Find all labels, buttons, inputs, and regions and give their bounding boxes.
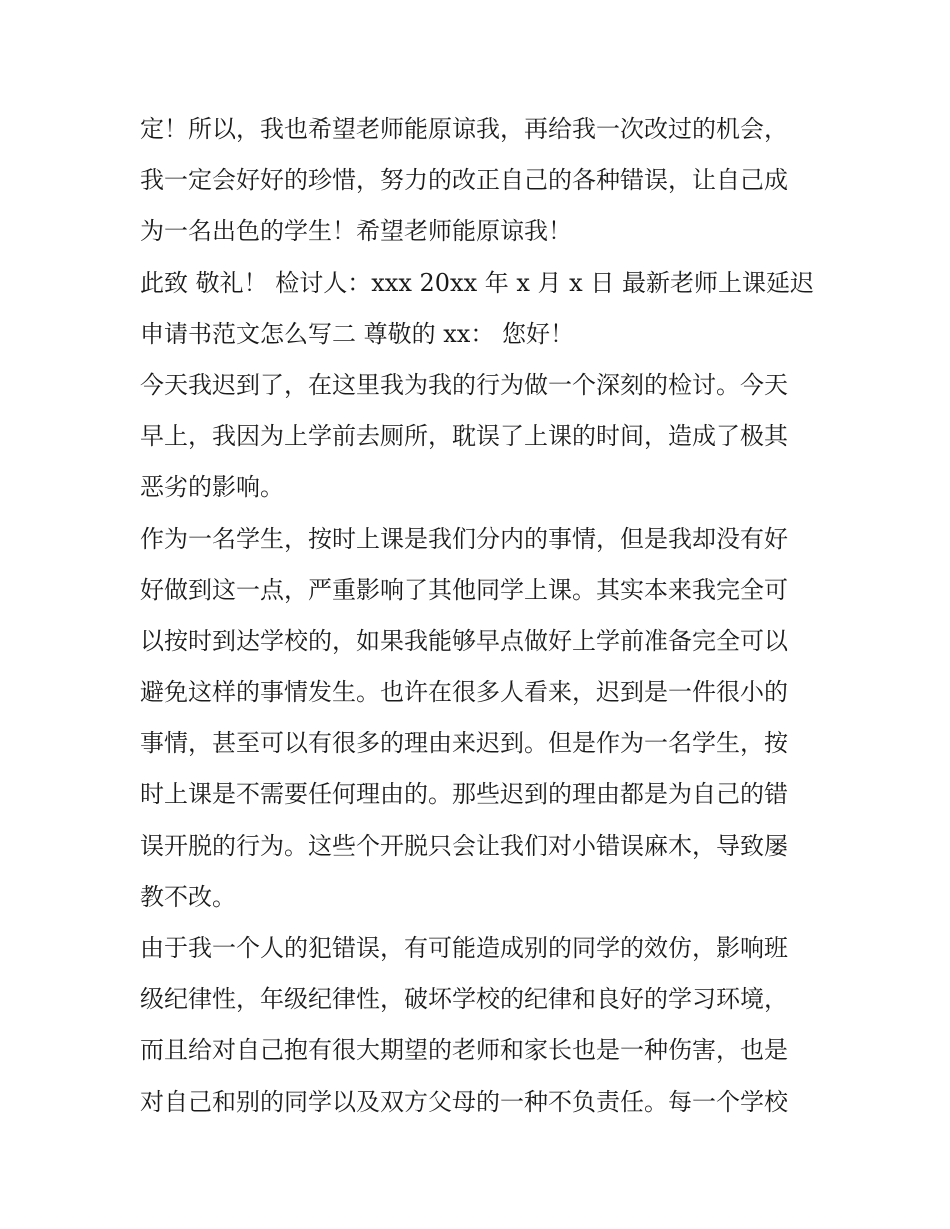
paragraph-signature-and-heading <box>140 258 820 360</box>
text-line: 级纪律性，年级纪律性，破坏学校的纪律和良好的学习环境， <box>140 985 788 1014</box>
text-line: 避免这样的事情发生。也许在很多人看来，迟到是一件很小的 <box>140 678 788 707</box>
text-line: 误开脱的行为。这些个开脱只会让我们对小错误麻木，导致屡 <box>140 831 788 860</box>
text-line: 恶劣的影响。 <box>140 473 284 502</box>
text-line: 教不改。 <box>140 882 236 911</box>
text-line: 此致 敬礼！ 检讨人：xxx 20xx 年 x 月 x 日 最新老师上课延迟 <box>140 268 814 297</box>
paragraph-consequences <box>140 923 820 1128</box>
text-line: 时上课是不需要任何理由的。那些迟到的理由都是为自己的错 <box>140 780 788 809</box>
text-line: 我一定会好好的珍惜，努力的改正自己的各种错误，让自己成 <box>140 166 788 195</box>
text-line: 以按时到达学校的，如果我能够早点做好上学前准备完全可以 <box>140 626 788 655</box>
text-line: 定！所以，我也希望老师能原谅我，再给我一次改过的机会， <box>140 115 788 143</box>
text-line: 由于我一个人的犯错误，有可能造成别的同学的效仿，影响班 <box>140 934 788 962</box>
text-line: 为一名出色的学生！希望老师能原谅我！ <box>140 217 572 246</box>
text-line: 作为一名学生，按时上课是我们分内的事情，但是我却没有好 <box>140 524 788 553</box>
text-line: 今天我迟到了，在这里我为我的行为做一个深刻的检讨。今天 <box>140 370 788 399</box>
text-line: 对自己和别的同学以及双方父母的一种不负责任。每一个学校 <box>140 1087 788 1116</box>
paragraph-closing-plea <box>140 104 820 258</box>
document-body <box>140 104 820 1128</box>
text-line: 好做到这一点，严重影响了其他同学上课。其实本来我完全可 <box>140 575 788 604</box>
text-line: 早上，我因为上学前去厕所，耽误了上课的时间，造成了极其 <box>140 422 788 451</box>
text-line: 申请书范文怎么写二 尊敬的 xx： 您好！ <box>140 319 574 348</box>
paragraph-late-today <box>140 360 820 514</box>
text-line: 而且给对自己抱有很大期望的老师和家长也是一种伤害，也是 <box>140 1036 788 1065</box>
paragraph-student-duty <box>140 514 820 924</box>
text-line: 事情，甚至可以有很多的理由来迟到。但是作为一名学生，按 <box>140 729 788 758</box>
